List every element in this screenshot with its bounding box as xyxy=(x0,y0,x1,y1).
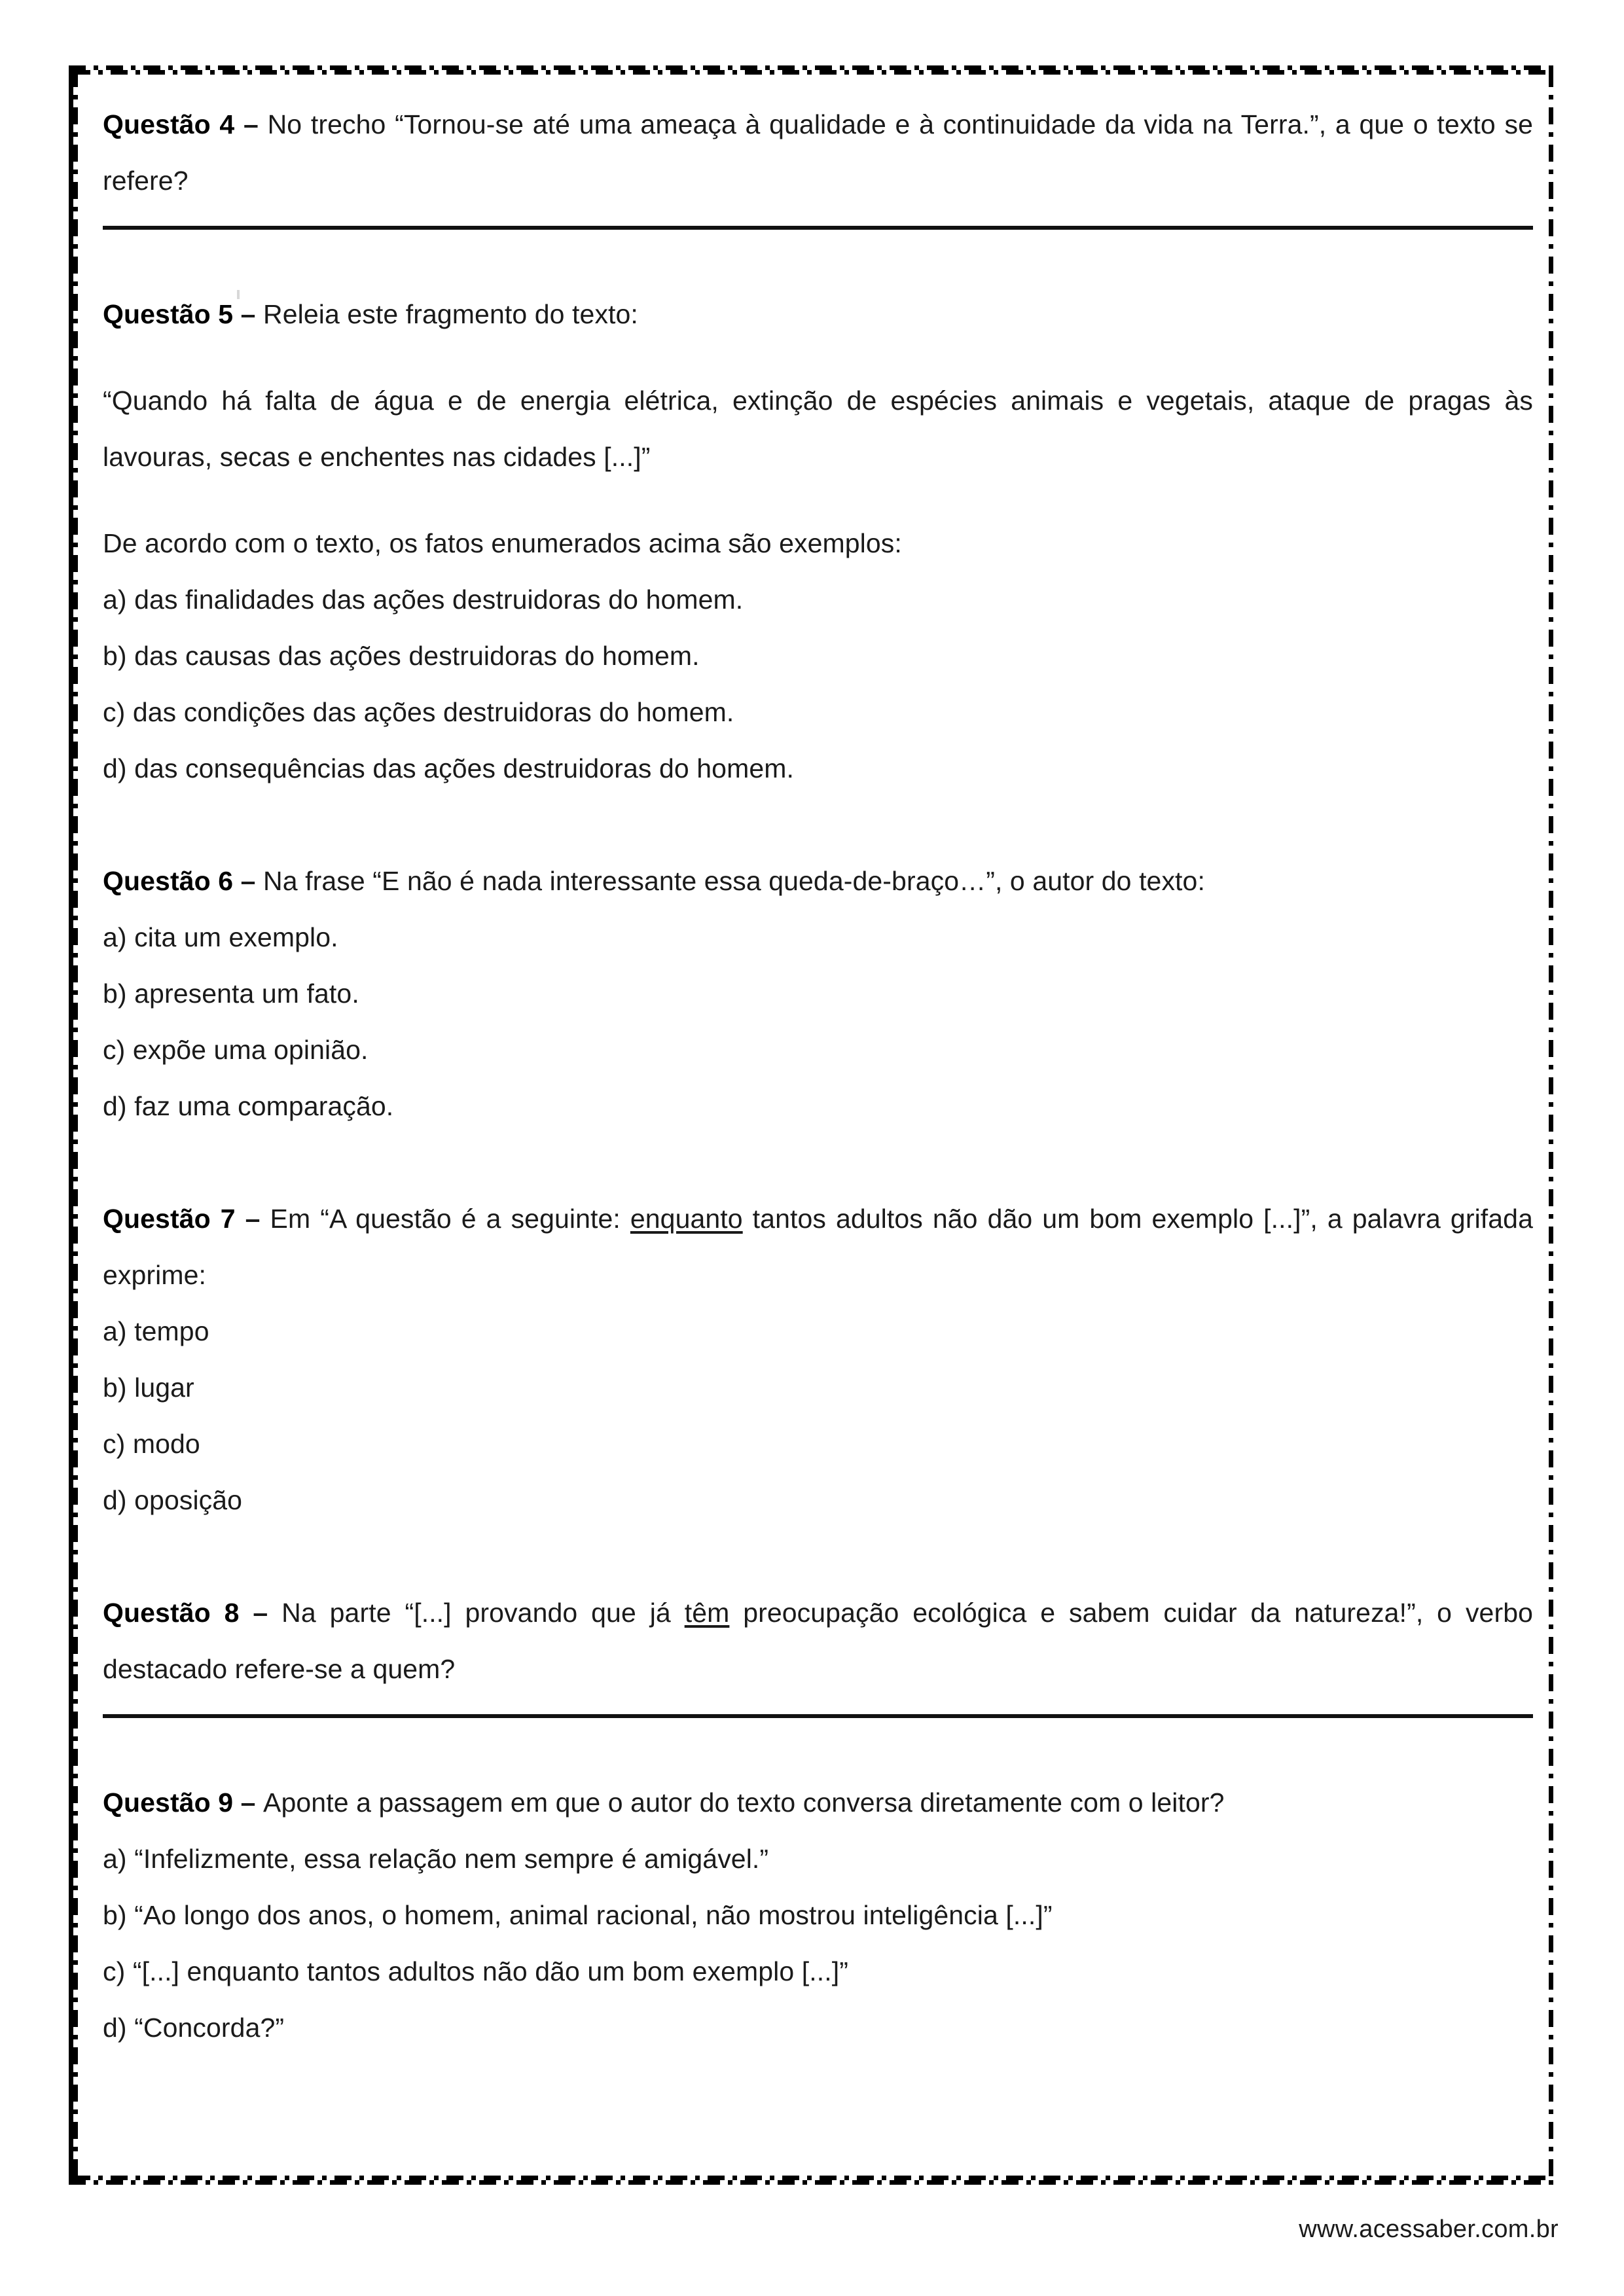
question-6-prompt xyxy=(103,853,1533,909)
question-6-text: Na frase “E não é nada interessante essa queda-de-braço…”, o autor do texto: xyxy=(263,866,1205,896)
question-5-option-c[interactable]: c) das condições das ações destruidoras do homem. xyxy=(103,697,734,727)
question-8-label: Questão 8 xyxy=(103,1598,240,1628)
question-8-dash: – xyxy=(253,1598,268,1628)
question-9-prompt xyxy=(103,1774,1533,1831)
question-5-dash: – xyxy=(240,299,256,329)
question-5-lead-in: De acordo com o texto, os fatos enumerados acima são exemplos: xyxy=(103,528,902,558)
question-7-underlined-word: enquanto xyxy=(630,1204,743,1234)
frame-top-edge xyxy=(73,70,1553,75)
question-8-text-after: preocupação ecológica e sabem cuidar da natureza!”, o verbo destacado refere-se a quem? xyxy=(103,1598,1534,1684)
question-7-text-before: Em “A questão é a seguinte: xyxy=(270,1204,630,1234)
footer-website-url: www.acessaber.com.br xyxy=(1299,2215,1559,2243)
question-5-fragment: “Quando há falta de água e de energia elétrica, extinção de espécies animais e vegetais, ataque de pragas às lavouras, secas e enchentes nas cidades [...]” xyxy=(103,386,1533,472)
question-4-dash: – xyxy=(244,109,259,139)
question-4-label: Questão 4 xyxy=(103,109,235,139)
question-8-underlined-word: têm xyxy=(684,1598,730,1628)
question-6-option-c[interactable]: c) expõe uma opinião. xyxy=(103,1035,369,1065)
question-9-text: Aponte a passagem em que o autor do texto conversa diretamente com o leitor? xyxy=(263,1787,1225,1818)
question-7-label: Questão 7 xyxy=(103,1204,236,1234)
question-9-option-b[interactable]: b) “Ao longo dos anos, o homem, animal racional, não mostrou inteligência [...]” xyxy=(103,1900,1053,1930)
question-7-prompt xyxy=(103,1191,1533,1303)
question-7-option-c[interactable]: c) modo xyxy=(103,1429,200,1459)
question-7-option-d[interactable]: d) oposição xyxy=(103,1485,243,1515)
question-4-prompt xyxy=(103,96,1533,209)
frame-left-edge xyxy=(73,70,78,2180)
question-9-option-d[interactable]: d) “Concorda?” xyxy=(103,2013,285,2043)
question-6-label: Questão 6 xyxy=(103,866,234,896)
question-8-prompt xyxy=(103,1585,1533,1697)
question-9-dash: – xyxy=(240,1787,256,1818)
question-5-prompt xyxy=(103,286,1533,342)
question-9-label: Questão 9 xyxy=(103,1787,234,1818)
question-5-label: Questão 5 xyxy=(103,299,234,329)
question-5-text: Releia este fragmento do texto: xyxy=(263,299,638,329)
question-6-dash: – xyxy=(240,866,256,896)
question-7-dash: – xyxy=(245,1204,261,1234)
question-5-option-b[interactable]: b) das causas das ações destruidoras do homem. xyxy=(103,641,700,671)
question-8-text-before: Na parte “[...] provando que já xyxy=(281,1598,685,1628)
question-7-text-after: tantos adultos não dão um bom exemplo [...]”, a palavra grifada exprime: xyxy=(103,1204,1533,1290)
question-6-option-b[interactable]: b) apresenta um fato. xyxy=(103,978,359,1009)
question-6-option-a[interactable]: a) cita um exemplo. xyxy=(103,922,338,952)
worksheet-border-frame xyxy=(69,65,1558,2185)
question-7-option-a[interactable]: a) tempo xyxy=(103,1316,209,1346)
question-9-option-a[interactable]: a) “Infelizmente, essa relação nem sempre é amigável.” xyxy=(103,1844,769,1874)
frame-bottom-edge xyxy=(73,2176,1553,2180)
worksheet-content xyxy=(103,96,1533,2056)
question-6-option-d[interactable]: d) faz uma comparação. xyxy=(103,1091,394,1121)
stray-artifact-mark xyxy=(237,290,240,299)
question-9-option-c[interactable]: c) “[...] enquanto tantos adultos não dão um bom exemplo [...]” xyxy=(103,1956,848,1986)
question-5-option-d[interactable]: d) das consequências das ações destruidoras do homem. xyxy=(103,753,794,783)
question-5-option-a[interactable]: a) das finalidades das ações destruidoras do homem. xyxy=(103,584,744,615)
question-7-option-b[interactable]: b) lugar xyxy=(103,1372,194,1403)
question-4-text: No trecho “Tornou-se até uma ameaça à qualidade e à continuidade da vida na Terra.”, a que o texto se refere? xyxy=(103,109,1533,196)
frame-right-edge xyxy=(1549,70,1553,2180)
